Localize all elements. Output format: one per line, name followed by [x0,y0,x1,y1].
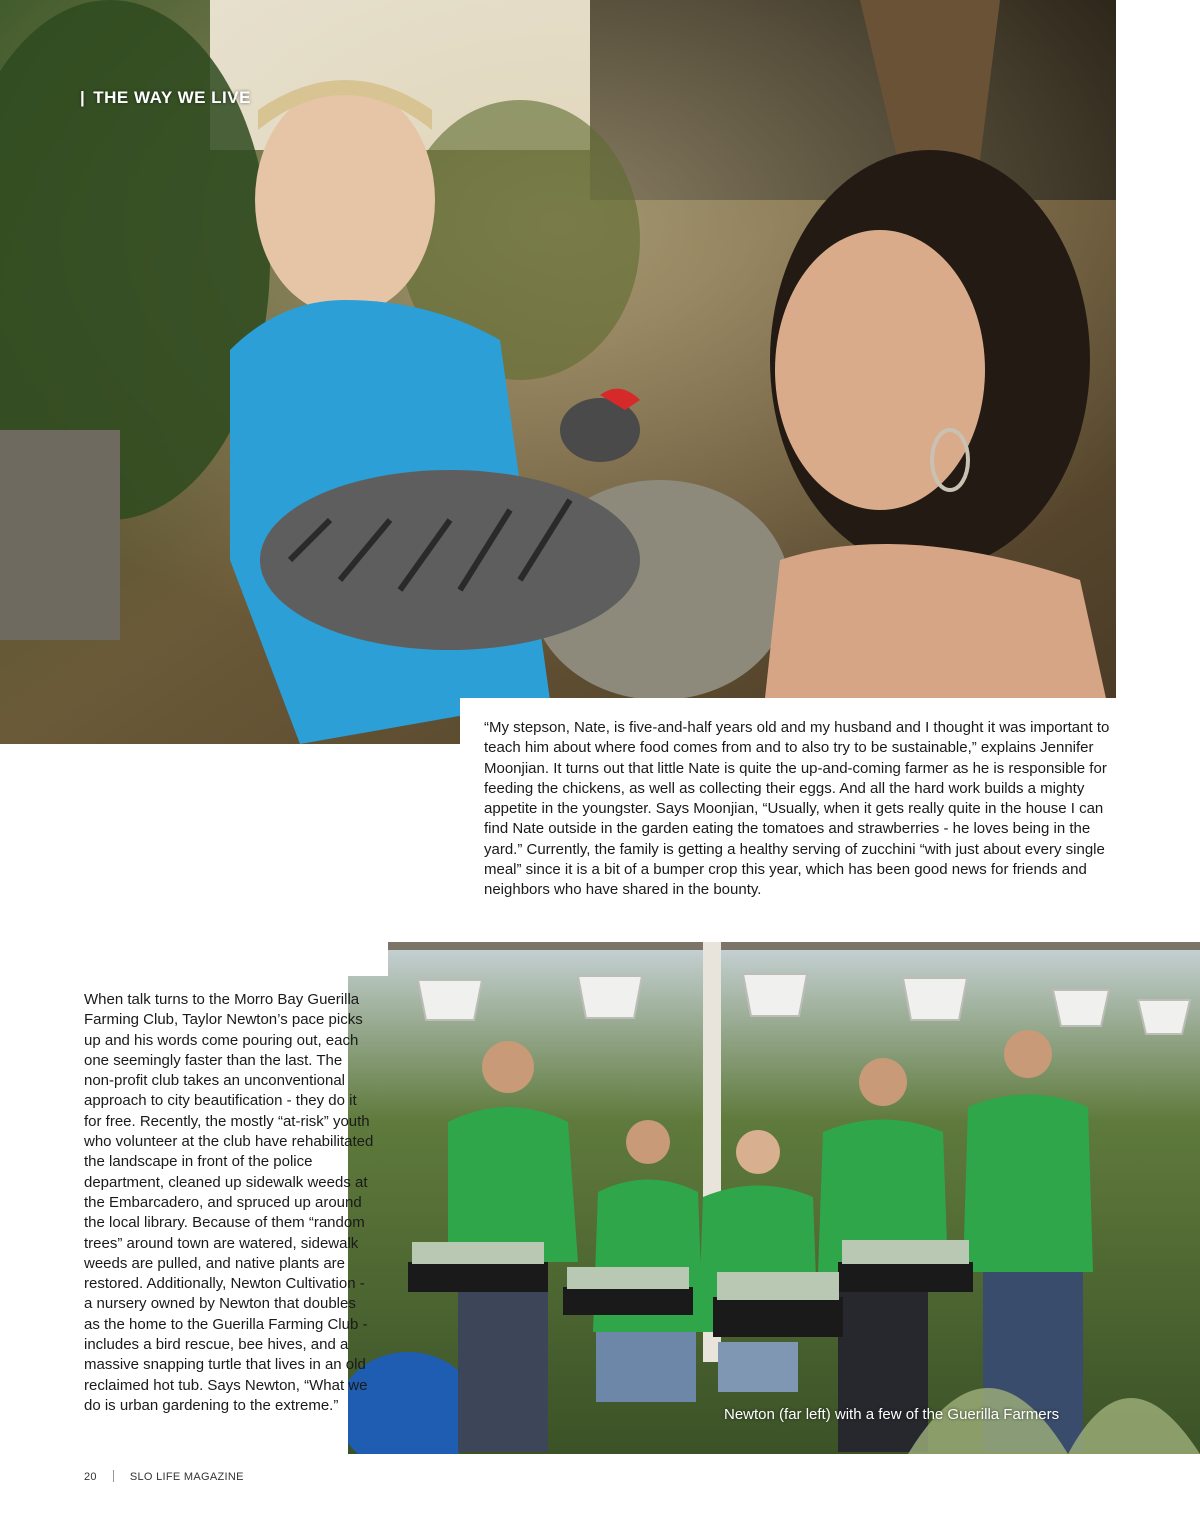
page-footer [84,1470,244,1483]
publication-name: SLO LIFE MAGAZINE [129,1471,244,1483]
text-area-backdrop [348,942,388,976]
paragraph-moonjian: “My stepson, Nate, is five-and-half years old and my husband and I thought it was important to teach him about where food comes from and to also try to be sustainable,” explains Jennifer Moonjian. It turns out that little Nate is quite the up-and-coming farmer as he is responsible for feeding the chickens, as well as collecting their eggs. And all the hard work builds a mighty appetite in the youngster. Says Moonjian, “Usually, when it gets really quite in the house I can find Nate outside in the garden eating the tomatoes and strawberries - he loves being in the yard.” Currently, the family is getting a healthy serving of zucchini “with just about every single meal” since it is a bit of a bumper crop this year, which has been good news for friends and neighbors who have shared in the bounty. [484,719,1110,899]
photo-caption: Newton (far left) with a few of the Guerilla Farmers [724,1406,1060,1423]
photo-boy-and-woman-with-chickens [0,0,1116,744]
page-number: 20 [84,1471,97,1483]
section-label [80,88,251,108]
paragraph-newton: When talk turns to the Morro Bay Guerilla Farming Club, Taylor Newton’s pace picks up and his words come pouring out, each one seemingly faster than the last. The non-profit club takes an unconventional approach to city beautification - they do it for free. Recently, the mostly “at-risk” youth who volunteer at the club have rehabilitated the landscape in front of the police department, cleaned up sidewalk weeds at the Embarcadero, and spruced up around the local library. Because of them “random trees” around town are watered, sidewalk weeds are pulled, and native plants are restored. Additionally, Newton Cultivation - a nursery owned by Newton that doubles as the home to the Guerilla Farming Club - includes a bird rescue, bee hives, and a massive snapping turtle that lives in an old reclaimed hot tub. Says Newton, “What we do is urban gardening to the extreme.” [84,991,374,1414]
photo-guerilla-farmers-group [348,942,1200,1454]
footer-divider [113,1470,114,1482]
section-title: THE WAY WE LIVE [93,88,251,107]
section-divider: | [80,88,86,107]
